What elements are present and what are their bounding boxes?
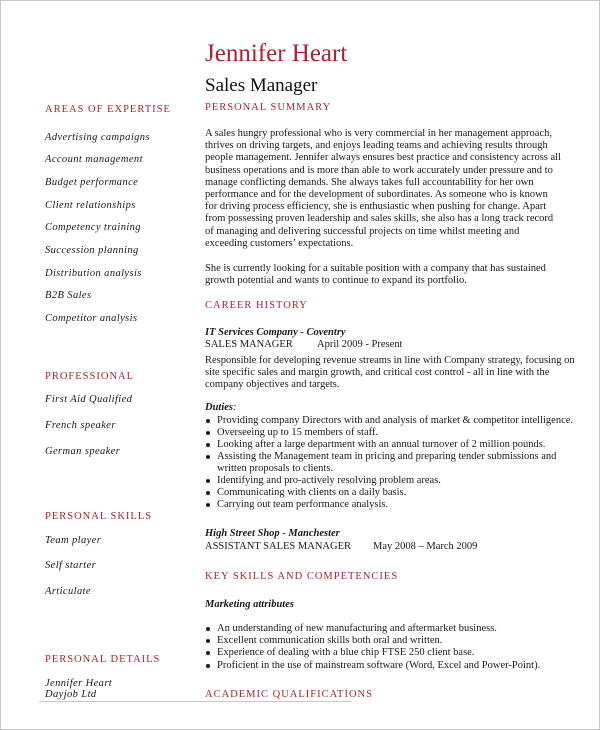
professional-item: German speaker bbox=[45, 446, 121, 457]
duty-item: Looking after a large department with an annual turnover of 2 million pounds. bbox=[217, 439, 546, 450]
expertise-item: Competency training bbox=[45, 222, 141, 233]
bullet-icon bbox=[206, 503, 210, 507]
expertise-item: Client relationships bbox=[45, 200, 136, 211]
summary-line: people management. Jennifer always ensures best practice and consistency across all bbox=[205, 152, 561, 164]
summary-line: thrives on driving targets, and enjoys leading teams and achieving results through bbox=[205, 140, 548, 152]
summary-line: manage conflicting demands. She always takes full accountability for her own bbox=[205, 176, 534, 188]
bullet-icon bbox=[206, 419, 210, 423]
summary-line: of managing and delivering successful projects on time whilst meeting and bbox=[205, 225, 520, 237]
job2-company: High Street Shop - Manchester bbox=[205, 528, 340, 539]
summary-line: for driving process efficiency, she is enthusiastic when pushing for change. Apart bbox=[205, 201, 547, 213]
skill-bullet-item: Proficient in the use of mainstream software (Word, Excel and Power-Point). bbox=[217, 660, 541, 671]
job-title: Sales Manager bbox=[205, 75, 318, 96]
skill-bullet-item: Excellent communication skills both oral and written. bbox=[217, 635, 443, 646]
academic-heading: ACADEMIC QUALIFICATIONS bbox=[205, 689, 373, 700]
bullet-icon bbox=[206, 431, 210, 435]
bullet-icon bbox=[206, 627, 210, 631]
bullet-icon bbox=[206, 491, 210, 495]
job1-role: SALES MANAGER bbox=[205, 339, 293, 350]
candidate-name: Jennifer Heart bbox=[205, 40, 348, 67]
duty-item: Assisting the Management team in pricing and preparing tender submissions and bbox=[217, 451, 557, 462]
expertise-item: Budget performance bbox=[45, 177, 139, 188]
duty-item: Providing company Directors with and analysis of market & competitor intelligence. bbox=[217, 415, 574, 426]
personal-skills-heading: PERSONAL SKILLS bbox=[45, 511, 153, 522]
key-skills-heading: KEY SKILLS AND COMPETENCIES bbox=[205, 571, 399, 582]
personal-details-heading: PERSONAL DETAILS bbox=[45, 654, 161, 665]
duty-item: Identifying and pro-actively resolving problem areas. bbox=[217, 475, 441, 486]
expertise-item: Distribution analysis bbox=[45, 268, 142, 279]
summary-line: business operations and is more than able to work accurately under pressure and to bbox=[205, 164, 553, 176]
bullet-icon bbox=[206, 479, 210, 483]
job1-description-line: company objectives and targets. bbox=[205, 379, 340, 390]
summary-line: growth potential and wants to continue to expand its portfolio. bbox=[205, 275, 467, 287]
job1-description-line: site specific sales and margin growth, and critical cost control - all in line with the bbox=[205, 367, 550, 378]
skill-item: Self starter bbox=[45, 560, 97, 571]
professional-heading: PROFESSIONAL bbox=[45, 371, 135, 382]
bullet-icon bbox=[206, 651, 210, 655]
summary-line: performance and for the development of subordinates. As someone who is known bbox=[205, 189, 548, 200]
bullet-icon bbox=[206, 639, 210, 643]
expertise-item: Advertising campaigns bbox=[45, 132, 150, 143]
expertise-item: B2B Sales bbox=[45, 290, 92, 301]
duty-item: Communicating with clients on a daily basis. bbox=[217, 487, 407, 498]
job2-role: ASSISTANT SALES MANAGER bbox=[205, 541, 351, 552]
detail-item: Jennifer Heart bbox=[45, 678, 113, 689]
summary-line: from possessing proven leadership and sales skills, she also has a long track record bbox=[205, 213, 554, 225]
skill-item: Articulate bbox=[45, 586, 91, 597]
detail-item: Dayjob Ltd bbox=[45, 689, 97, 700]
bullet-icon bbox=[206, 455, 210, 459]
summary-line: A sales hungry professional who is very commercial in her management approach, bbox=[205, 128, 552, 139]
skill-item: Team player bbox=[45, 535, 102, 546]
summary-line: exceeding customers’ expectations. bbox=[205, 237, 354, 249]
summary-heading: PERSONAL SUMMARY bbox=[205, 102, 332, 113]
professional-item: French speaker bbox=[45, 420, 116, 431]
bullet-icon bbox=[206, 664, 210, 668]
summary-line: She is currently looking for a suitable position with a company that has sustained bbox=[205, 263, 546, 274]
duty-item: Overseeing up to 15 members of staff. bbox=[217, 427, 379, 438]
skill-bullet-item: An understanding of new manufacturing and aftermarket business. bbox=[217, 623, 497, 634]
bullet-icon bbox=[206, 443, 210, 447]
professional-item: First Aid Qualified bbox=[45, 394, 133, 405]
job2-dates: May 2008 – March 2009 bbox=[373, 541, 478, 552]
duty-item: written proposals to clients. bbox=[217, 463, 334, 474]
expertise-heading: AREAS OF EXPERTISE bbox=[45, 104, 171, 115]
job1-description-line: Responsible for developing revenue streams in line with Company strategy, focusing on bbox=[205, 355, 575, 366]
expertise-item: Account management bbox=[45, 154, 143, 165]
duty-item: Carrying out team performance analysis. bbox=[217, 499, 389, 510]
job1-dates: April 2009 - Present bbox=[317, 339, 403, 350]
marketing-attributes-heading: Marketing attributes bbox=[205, 599, 294, 610]
expertise-item: Succession planning bbox=[45, 245, 139, 256]
skill-bullet-item: Experience of dealing with a blue chip FTSE 250 client base. bbox=[217, 647, 475, 658]
duties-label: Duties: bbox=[205, 402, 237, 413]
expertise-item: Competitor analysis bbox=[45, 313, 138, 324]
job1-company: IT Services Company - Coventry bbox=[205, 327, 346, 338]
career-heading: CAREER HISTORY bbox=[205, 300, 308, 311]
